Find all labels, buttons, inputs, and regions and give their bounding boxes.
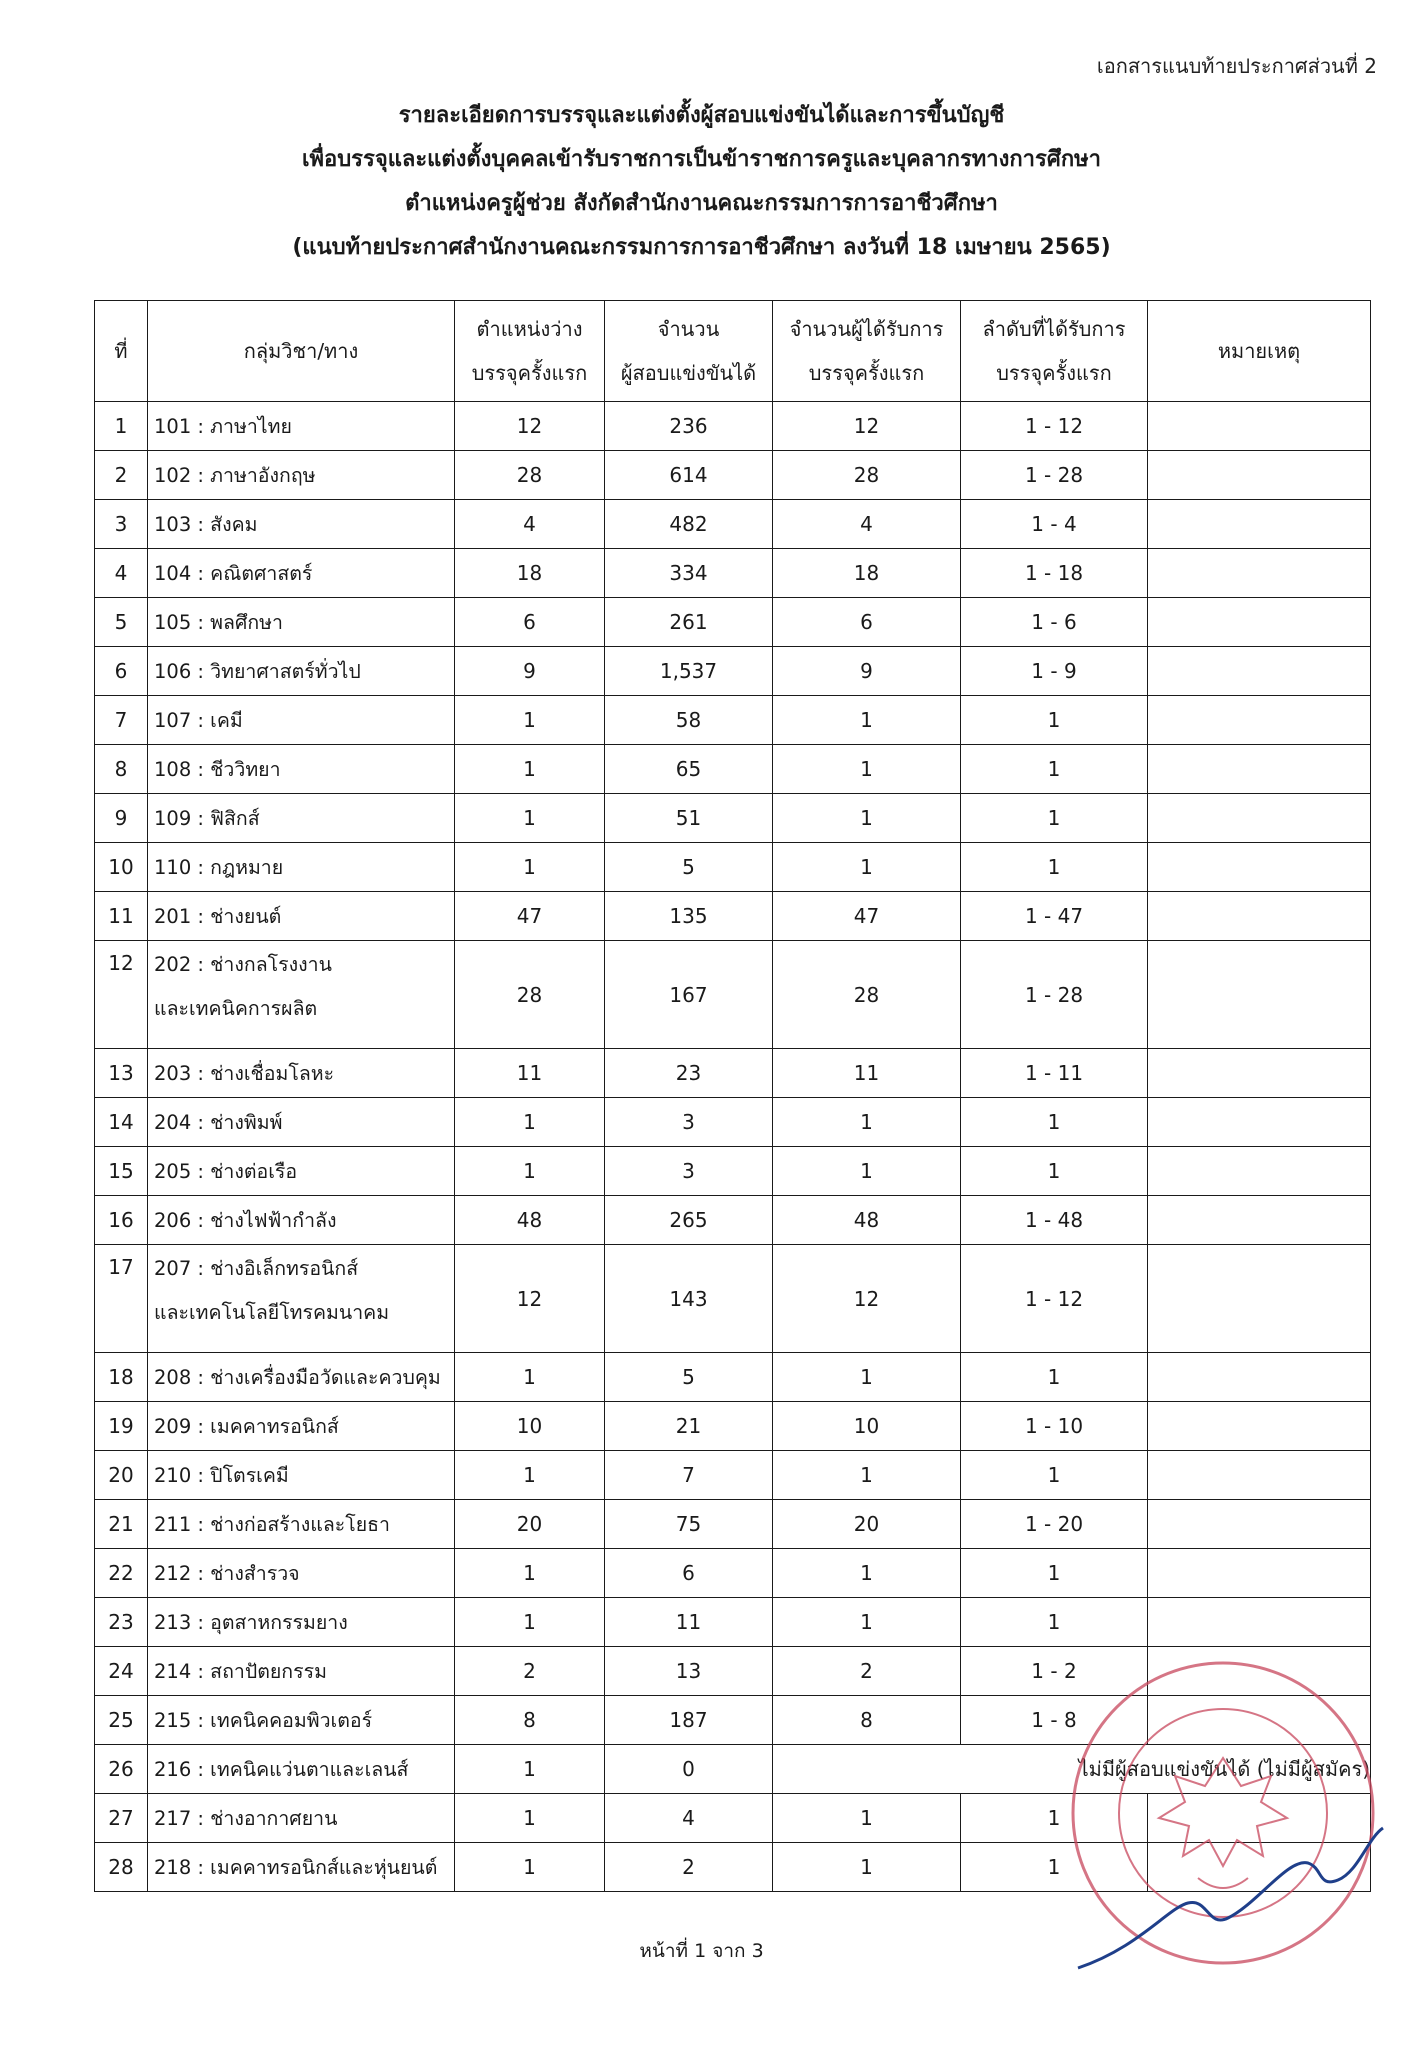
row-number: 13: [95, 1049, 148, 1098]
remark-cell: [1148, 1549, 1371, 1598]
signature-stroke: [1078, 1828, 1383, 1968]
passed-cell: 75: [605, 1500, 773, 1549]
rank-cell: 1 - 12: [961, 402, 1148, 451]
subject-cell: 203 : ช่างเชื่อมโลหะ: [148, 1049, 455, 1098]
rank-cell: 1 - 2: [961, 1647, 1148, 1696]
row-number: 20: [95, 1451, 148, 1500]
header-appointed: จำนวนผู้ได้รับการ บรรจุครั้งแรก: [773, 301, 961, 402]
rank-cell: 1: [961, 1549, 1148, 1598]
remark-cell: [1148, 941, 1371, 1049]
subject-line-1: 202 : ช่างกลโรงงาน: [154, 953, 332, 976]
remark-cell: [1148, 892, 1371, 941]
passed-cell: 6: [605, 1549, 773, 1598]
table-row: [95, 1549, 1371, 1598]
appointed-cell: 8: [773, 1696, 961, 1745]
subject-cell: 201 : ช่างยนต์: [148, 892, 455, 941]
subject-line-1: 207 : ช่างอิเล็กทรอนิกส์: [154, 1257, 359, 1280]
vacancy-cell: 8: [455, 1696, 605, 1745]
rank-cell: 1 - 12: [961, 1245, 1148, 1353]
table-row: [95, 1049, 1371, 1098]
rank-cell: 1 - 20: [961, 1500, 1148, 1549]
table-header-row: [95, 301, 1371, 402]
remark-cell: [1148, 500, 1371, 549]
table-row: [95, 451, 1371, 500]
subject-cell: [148, 941, 455, 1049]
subject-cell: 215 : เทคนิคคอมพิวเตอร์: [148, 1696, 455, 1745]
subject-cell: 211 : ช่างก่อสร้างและโยธา: [148, 1500, 455, 1549]
remark-cell: [1148, 1500, 1371, 1549]
table-row: [95, 1598, 1371, 1647]
table-row: [95, 794, 1371, 843]
vacancy-cell: 1: [455, 794, 605, 843]
passed-cell: 65: [605, 745, 773, 794]
row-number: 2: [95, 451, 148, 500]
appointed-cell: 1: [773, 794, 961, 843]
table-row: [95, 1196, 1371, 1245]
title-line-4: (แนบท้ายประกาศสำนักงานคณะกรรมการการอาชีวศึกษา ลงวันที่ 18 เมษายน 2565): [292, 235, 1111, 260]
row-number: 15: [95, 1147, 148, 1196]
rank-cell: 1: [961, 1147, 1148, 1196]
rank-cell: 1: [961, 1098, 1148, 1147]
vacancy-cell: 20: [455, 1500, 605, 1549]
subject-cell: 110 : กฎหมาย: [148, 843, 455, 892]
passed-cell: 58: [605, 696, 773, 745]
subject-cell: 103 : สังคม: [148, 500, 455, 549]
table-row: [95, 1147, 1371, 1196]
rank-cell: 1: [961, 1353, 1148, 1402]
table-row: [95, 696, 1371, 745]
rank-cell: 1 - 4: [961, 500, 1148, 549]
no-candidates-note: ไม่มีผู้สอบแข่งขันได้ (ไม่มีผู้สมัคร): [773, 1745, 1371, 1794]
remark-cell: [1148, 598, 1371, 647]
row-number: 22: [95, 1549, 148, 1598]
table-row: [95, 1245, 1371, 1353]
remark-cell: [1148, 1049, 1371, 1098]
vacancy-cell: 28: [455, 451, 605, 500]
passed-cell: 23: [605, 1049, 773, 1098]
appointed-cell: 18: [773, 549, 961, 598]
appointed-cell: 1: [773, 1598, 961, 1647]
appointed-cell: 1: [773, 1451, 961, 1500]
remark-cell: [1148, 843, 1371, 892]
table-row: [95, 549, 1371, 598]
header-passed: จำนวน ผู้สอบแข่งขันได้: [605, 301, 773, 402]
remark-cell: [1148, 1245, 1371, 1353]
subject-cell: 217 : ช่างอากาศยาน: [148, 1794, 455, 1843]
passed-cell: 51: [605, 794, 773, 843]
row-number: 7: [95, 696, 148, 745]
rank-cell: 1 - 18: [961, 549, 1148, 598]
subject-cell: 214 : สถาปัตยกรรม: [148, 1647, 455, 1696]
passed-cell: 265: [605, 1196, 773, 1245]
appointed-cell: 1: [773, 745, 961, 794]
row-number: 10: [95, 843, 148, 892]
appointed-cell: 1: [773, 1353, 961, 1402]
subject-cell: 216 : เทคนิคแว่นตาและเลนส์: [148, 1745, 455, 1794]
subject-cell: 108 : ชีววิทยา: [148, 745, 455, 794]
row-number: 11: [95, 892, 148, 941]
rank-cell: 1 - 10: [961, 1402, 1148, 1451]
subject-cell: 204 : ช่างพิมพ์: [148, 1098, 455, 1147]
subject-cell: 101 : ภาษาไทย: [148, 402, 455, 451]
header-remark: หมายเหตุ: [1148, 301, 1371, 402]
appointed-cell: 9: [773, 647, 961, 696]
passed-cell: 482: [605, 500, 773, 549]
remark-cell: [1148, 1598, 1371, 1647]
appointed-cell: 28: [773, 451, 961, 500]
row-number: 21: [95, 1500, 148, 1549]
row-number: 17: [95, 1245, 148, 1353]
vacancy-cell: 1: [455, 1451, 605, 1500]
rank-cell: 1 - 11: [961, 1049, 1148, 1098]
table-row: [95, 598, 1371, 647]
subject-cell: 102 : ภาษาอังกฤษ: [148, 451, 455, 500]
passed-cell: 261: [605, 598, 773, 647]
rank-cell: 1: [961, 696, 1148, 745]
remark-cell: [1148, 549, 1371, 598]
header-subject: กลุ่มวิชา/ทาง: [148, 301, 455, 402]
row-number: 26: [95, 1745, 148, 1794]
table-row: [95, 941, 1371, 1049]
rank-cell: 1: [961, 745, 1148, 794]
vacancy-cell: 1: [455, 1794, 605, 1843]
appointed-cell: 1: [773, 1147, 961, 1196]
remark-cell: [1148, 1098, 1371, 1147]
row-number: 5: [95, 598, 148, 647]
vacancy-cell: 48: [455, 1196, 605, 1245]
row-number: 4: [95, 549, 148, 598]
table-row: [95, 892, 1371, 941]
remark-cell: [1148, 1451, 1371, 1500]
table-row: [95, 1098, 1371, 1147]
vacancy-cell: 1: [455, 1598, 605, 1647]
vacancy-cell: 1: [455, 1843, 605, 1892]
appointed-cell: 28: [773, 941, 961, 1049]
appointed-cell: 1: [773, 1098, 961, 1147]
row-number: 14: [95, 1098, 148, 1147]
table-row: [95, 843, 1371, 892]
remark-cell: [1148, 1402, 1371, 1451]
rank-cell: 1 - 48: [961, 1196, 1148, 1245]
row-number: 23: [95, 1598, 148, 1647]
remark-cell: [1148, 647, 1371, 696]
rank-cell: 1: [961, 1843, 1148, 1892]
rank-cell: 1: [961, 1451, 1148, 1500]
remark-cell: [1148, 1196, 1371, 1245]
subject-cell: 218 : เมคคาทรอนิกส์และหุ่นยนต์: [148, 1843, 455, 1892]
remark-cell: [1148, 794, 1371, 843]
vacancy-cell: 18: [455, 549, 605, 598]
subject-cell: 212 : ช่างสำรวจ: [148, 1549, 455, 1598]
rank-cell: 1 - 6: [961, 598, 1148, 647]
row-number: 1: [95, 402, 148, 451]
title-line-2: เพื่อบรรจุและแต่งตั้งบุคคลเข้ารับราชการเป็นข้าราชการครูและบุคลากรทางการศึกษา: [301, 147, 1101, 172]
official-seal-stamp: [1058, 1648, 1388, 1978]
table-row: [95, 647, 1371, 696]
row-number: 27: [95, 1794, 148, 1843]
appointed-cell: 1: [773, 1843, 961, 1892]
table-row: [95, 1402, 1371, 1451]
rank-cell: 1 - 47: [961, 892, 1148, 941]
rank-cell: 1 - 28: [961, 451, 1148, 500]
appointed-cell: 47: [773, 892, 961, 941]
appointed-cell: 11: [773, 1049, 961, 1098]
passed-cell: 167: [605, 941, 773, 1049]
remark-cell: [1148, 1147, 1371, 1196]
passed-cell: 143: [605, 1245, 773, 1353]
subject-cell: 208 : ช่างเครื่องมือวัดและควบคุม: [148, 1353, 455, 1402]
appointed-cell: 1: [773, 1794, 961, 1843]
passed-cell: 13: [605, 1647, 773, 1696]
passed-cell: 4: [605, 1794, 773, 1843]
subject-line-2: และเทคโนโลยีโทรคมนาคม: [154, 1301, 390, 1324]
row-number: 24: [95, 1647, 148, 1696]
row-number: 25: [95, 1696, 148, 1745]
rank-cell: 1: [961, 1598, 1148, 1647]
subject-cell: 205 : ช่างต่อเรือ: [148, 1147, 455, 1196]
passed-cell: 334: [605, 549, 773, 598]
passed-cell: 0: [605, 1745, 773, 1794]
table-row: [95, 745, 1371, 794]
title-line-3: ตำแหน่งครูผู้ช่วย สังกัดสำนักงานคณะกรรมการการอาชีวศึกษา: [405, 191, 998, 216]
passed-cell: 7: [605, 1451, 773, 1500]
passed-cell: 11: [605, 1598, 773, 1647]
vacancy-cell: 11: [455, 1049, 605, 1098]
rank-cell: 1: [961, 794, 1148, 843]
remark-cell: [1148, 1353, 1371, 1402]
attachment-note: เอกสารแนบท้ายประกาศส่วนที่ 2: [1096, 54, 1377, 78]
appointed-cell: 1: [773, 696, 961, 745]
subject-cell: 109 : ฟิสิกส์: [148, 794, 455, 843]
appointed-cell: 10: [773, 1402, 961, 1451]
vacancy-cell: 12: [455, 1245, 605, 1353]
vacancy-cell: 10: [455, 1402, 605, 1451]
vacancy-cell: 1: [455, 843, 605, 892]
passed-cell: 1,537: [605, 647, 773, 696]
appointed-cell: 20: [773, 1500, 961, 1549]
vacancy-cell: 1: [455, 745, 605, 794]
subject-cell: [148, 1245, 455, 1353]
rank-cell: 1 - 28: [961, 941, 1148, 1049]
passed-cell: 3: [605, 1147, 773, 1196]
vacancy-cell: 12: [455, 402, 605, 451]
vacancy-cell: 1: [455, 1353, 605, 1402]
document-title: [0, 94, 1403, 270]
subject-cell: 210 : ปิโตรเคมี: [148, 1451, 455, 1500]
title-line-1: รายละเอียดการบรรจุและแต่งตั้งผู้สอบแข่งขันได้และการขึ้นบัญชี: [398, 103, 1005, 128]
vacancy-cell: 9: [455, 647, 605, 696]
row-number: 3: [95, 500, 148, 549]
row-number: 8: [95, 745, 148, 794]
vacancy-cell: 2: [455, 1647, 605, 1696]
row-number: 12: [95, 941, 148, 1049]
appointed-cell: 48: [773, 1196, 961, 1245]
passed-cell: 5: [605, 1353, 773, 1402]
table-row: [95, 402, 1371, 451]
vacancy-cell: 1: [455, 1745, 605, 1794]
subject-cell: 104 : คณิตศาสตร์: [148, 549, 455, 598]
passed-cell: 135: [605, 892, 773, 941]
passed-cell: 2: [605, 1843, 773, 1892]
subject-line-2: และเทคนิคการผลิต: [154, 997, 318, 1020]
row-number: 19: [95, 1402, 148, 1451]
header-vacancy: ตำแหน่งว่าง บรรจุครั้งแรก: [455, 301, 605, 402]
remark-cell: [1148, 402, 1371, 451]
row-number: 16: [95, 1196, 148, 1245]
appointed-cell: 1: [773, 1549, 961, 1598]
subject-cell: 206 : ช่างไฟฟ้ากำลัง: [148, 1196, 455, 1245]
rank-cell: 1: [961, 1794, 1148, 1843]
header-rank: ลำดับที่ได้รับการ บรรจุครั้งแรก: [961, 301, 1148, 402]
rank-cell: 1: [961, 843, 1148, 892]
vacancy-cell: 6: [455, 598, 605, 647]
row-number: 6: [95, 647, 148, 696]
passed-cell: 5: [605, 843, 773, 892]
appointed-cell: 12: [773, 1245, 961, 1353]
subject-cell: 213 : อุตสาหกรรมยาง: [148, 1598, 455, 1647]
appointed-cell: 1: [773, 843, 961, 892]
passed-cell: 236: [605, 402, 773, 451]
subject-cell: 209 : เมคคาทรอนิกส์: [148, 1402, 455, 1451]
rank-cell: 1 - 8: [961, 1696, 1148, 1745]
row-number: 28: [95, 1843, 148, 1892]
header-no: ที่: [95, 301, 148, 402]
passed-cell: 21: [605, 1402, 773, 1451]
subject-cell: 105 : พลศึกษา: [148, 598, 455, 647]
row-number: 18: [95, 1353, 148, 1402]
appointed-cell: 2: [773, 1647, 961, 1696]
table-row: [95, 1451, 1371, 1500]
vacancy-cell: 1: [455, 1549, 605, 1598]
subject-cell: 106 : วิทยาศาสตร์ทั่วไป: [148, 647, 455, 696]
passed-cell: 3: [605, 1098, 773, 1147]
remark-cell: [1148, 745, 1371, 794]
page-number: หน้าที่ 1 จาก 3: [639, 1940, 764, 1962]
table-row: [95, 1353, 1371, 1402]
appointed-cell: 4: [773, 500, 961, 549]
rank-cell: 1 - 9: [961, 647, 1148, 696]
vacancy-cell: 28: [455, 941, 605, 1049]
table-row: [95, 1500, 1371, 1549]
passed-cell: 614: [605, 451, 773, 500]
remark-cell: [1148, 451, 1371, 500]
vacancy-cell: 1: [455, 1147, 605, 1196]
remark-cell: [1148, 696, 1371, 745]
row-number: 9: [95, 794, 148, 843]
passed-cell: 187: [605, 1696, 773, 1745]
subject-cell: 107 : เคมี: [148, 696, 455, 745]
table-row: [95, 500, 1371, 549]
appointed-cell: 6: [773, 598, 961, 647]
vacancy-cell: 1: [455, 696, 605, 745]
vacancy-cell: 47: [455, 892, 605, 941]
vacancy-cell: 1: [455, 1098, 605, 1147]
vacancy-cell: 4: [455, 500, 605, 549]
appointed-cell: 12: [773, 402, 961, 451]
